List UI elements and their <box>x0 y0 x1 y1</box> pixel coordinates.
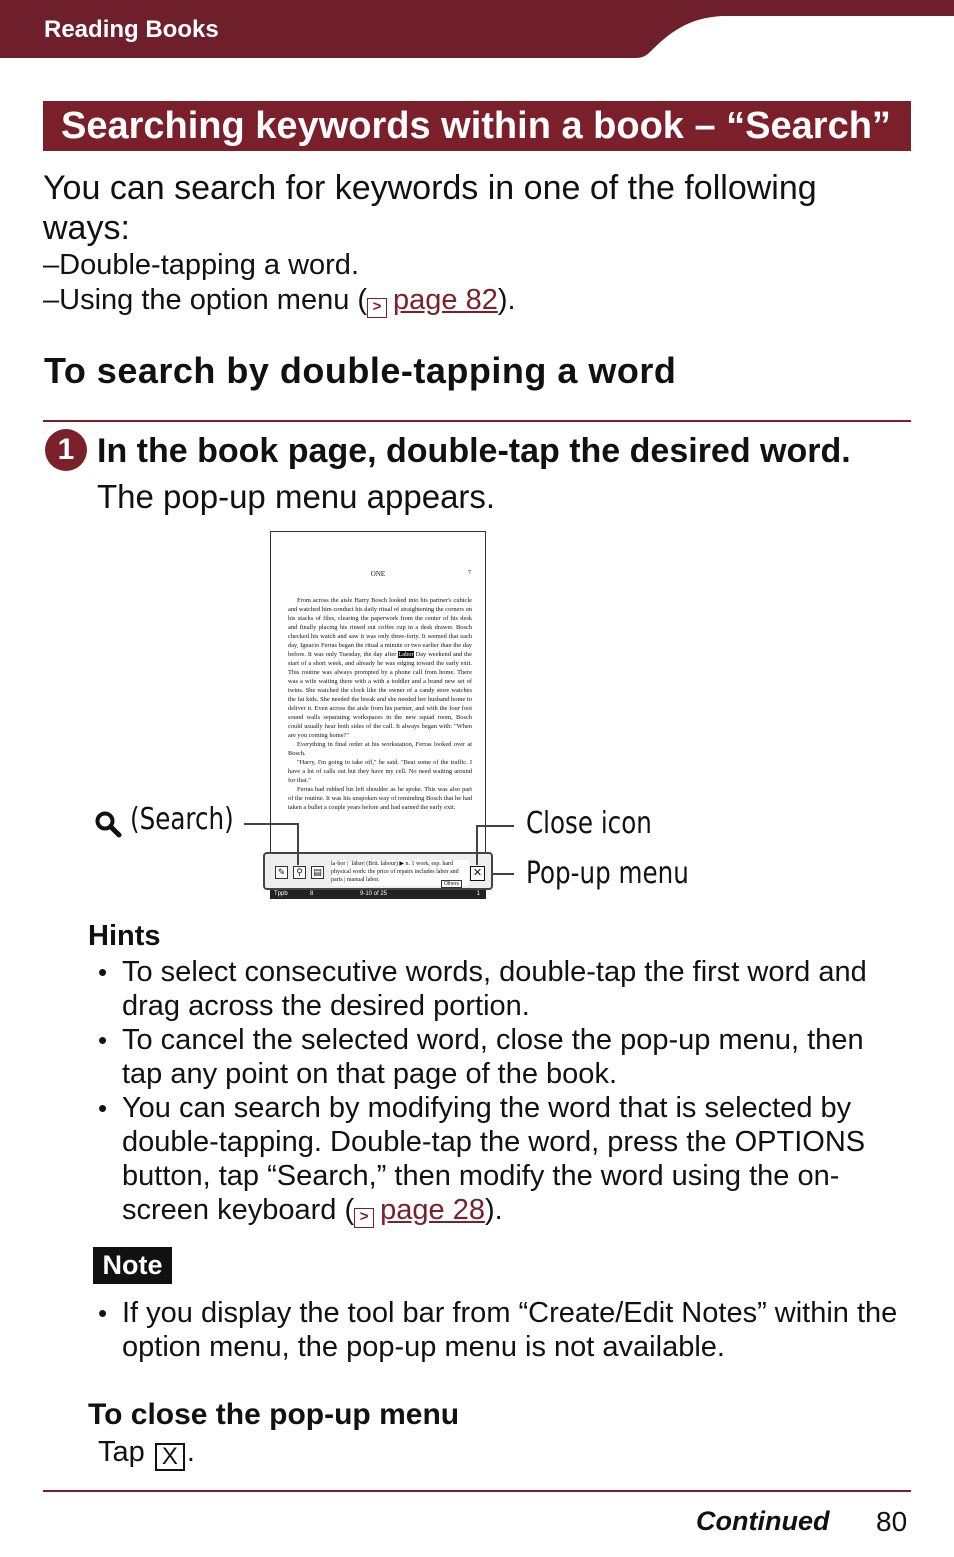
close-instruction-end: . <box>186 1436 195 1468</box>
selected-word[interactable]: Labor <box>398 651 414 658</box>
page-82-link[interactable]: page 82 <box>393 284 498 316</box>
book-paragraph: "Harry, I'm going to take off," he said. "Beat some of the traffic. I have a lot of calls out but they have my cell. No need waiting around for that." <box>288 759 472 784</box>
hint-item-text-end: ). <box>484 1194 503 1226</box>
book-paragraph: Everything in final order at his workstation, Ferras looked over at Bosch. <box>288 741 472 757</box>
dash: – <box>43 249 60 281</box>
intro-list <box>43 248 516 318</box>
popup-definition: la·bor | ˈlābər| (Brit. labour) ▶ n. 1 work, esp. hard physical work: the price of repairs includes labor and parts | manual labor. <box>331 860 469 886</box>
intro-text: You can search for keywords in one of the following ways: <box>43 169 817 247</box>
footer-rule <box>43 1490 911 1492</box>
callout-close-label: Close icon <box>526 806 652 841</box>
status-page-count: 9-10 of 25 <box>360 891 388 897</box>
note-badge: Note <box>93 1247 172 1284</box>
divider-rule <box>43 420 911 422</box>
intro-item-double-tap <box>43 248 516 283</box>
intro-item-text: Using the option menu ( <box>59 284 368 316</box>
hints-list <box>98 955 908 1227</box>
intro-item-text-end: ). <box>497 284 516 316</box>
status-right: 1 <box>476 891 480 897</box>
close-icon[interactable]: ✕ <box>470 866 485 881</box>
device-status-bar <box>270 890 486 899</box>
callout-line <box>476 825 478 865</box>
chapter-title: Reading Books <box>44 16 219 43</box>
page-28-link[interactable]: page 28 <box>380 1194 485 1226</box>
book-paragraph: Ferras had rubbed his left shoulder as he spoke. This was also part of the routine. It was his unspoken way of reminding Bosch that he had taken a bullet a couple years before and had earned the early exit. <box>288 786 472 811</box>
close-instruction <box>98 1436 195 1469</box>
status-left: Tppb <box>274 891 288 897</box>
callout-search-label: (Search) <box>130 802 234 837</box>
continued-label: Continued <box>696 1506 830 1536</box>
step-description: The pop-up menu appears. <box>97 478 496 515</box>
page-number: 80 <box>876 1506 908 1537</box>
book-paragraph: Day weekend and the start of a short week, and already he was edging toward the early exit. This routine was always prompted by a phone call from home. There was a wife waiting there with a with a toddler and a brand new set of twins. She watched the clock like the owner of a candy store watches the fat kids. She needed the break and she needed her husband home to deliver it. Even across the aisle from his partner, and with the four foot sound walls separating workspaces in the new squad room, Bosch could usually hear both sides of the call. It always began with: "When are you coming home?" <box>288 651 472 739</box>
section-title: Searching keywords within a book – “Search” <box>43 101 911 151</box>
callout-line <box>476 825 514 827</box>
chapter-banner <box>0 0 954 58</box>
subheading-double-tap: To search by double-tapping a word <box>44 350 677 391</box>
device-screen-illustration <box>270 531 486 899</box>
book-chapter-heading: ONE <box>370 570 386 578</box>
hints-heading: Hints <box>88 920 161 952</box>
magnifier-icon <box>94 810 122 838</box>
book-page-mark: 7 <box>468 570 471 576</box>
hint-item <box>98 1091 908 1227</box>
close-instruction-text: Tap <box>98 1436 145 1468</box>
popup-others-button[interactable]: Others <box>441 880 462 888</box>
callout-popup-label: Pop-up menu <box>526 856 689 891</box>
callout-line <box>493 873 514 875</box>
subheading-close-popup: To close the pop-up menu <box>88 1398 460 1431</box>
step-number-badge: 1 <box>45 429 87 471</box>
callout-line <box>297 823 299 865</box>
hint-item: • To cancel the selected word, close the pop-up menu, then tap any point on that page of the book. <box>98 1023 908 1091</box>
intro-item-option-menu <box>43 283 516 318</box>
search-icon[interactable]: ⚲ <box>293 866 306 879</box>
note-item: • If you display the tool bar from “Create/Edit Notes” within the option menu, the pop-up menu is not available. <box>98 1296 908 1364</box>
book-paragraph: From across the aisle Harry Bosch looked into his partner's cubicle and watched him conduct his daily ritual of straightening the corners on his stacks of files, clearing the paperwork from the center of his desk and finally placing his rinsed out coffee cup in a desk drawer. Bosch checked his watch and saw it was only three-forty. It seemed that each day, Ignacio Ferras began the ritual a minute or two earlier than the day before. It was only Tuesday, the day after <box>288 597 472 658</box>
dash: – <box>43 284 60 316</box>
note-list <box>98 1296 908 1364</box>
pencil-icon[interactable]: ✎ <box>275 866 288 879</box>
close-x-icon: X <box>155 1443 185 1471</box>
status-mid-left: 8 <box>310 891 314 897</box>
callout-line <box>244 823 298 825</box>
page-reference-icon: > <box>354 1208 374 1228</box>
page-reference-icon: > <box>367 298 387 318</box>
hint-item: • To select consecutive words, double-tap the first word and drag across the desired portion. <box>98 955 908 1023</box>
hint-item-text: You can search by modifying the word that is selected by double-tapping. Double-tap the word, press the OPTIONS button, tap “Search,” then modify the word using the on-screen keyboard ( <box>122 1092 866 1226</box>
book-page-text <box>288 596 472 852</box>
step-title: In the book page, double-tap the desired word. <box>97 432 851 470</box>
intro-item-text: Double-tapping a word. <box>59 249 359 281</box>
dictionary-icon[interactable]: ▤ <box>311 866 324 879</box>
